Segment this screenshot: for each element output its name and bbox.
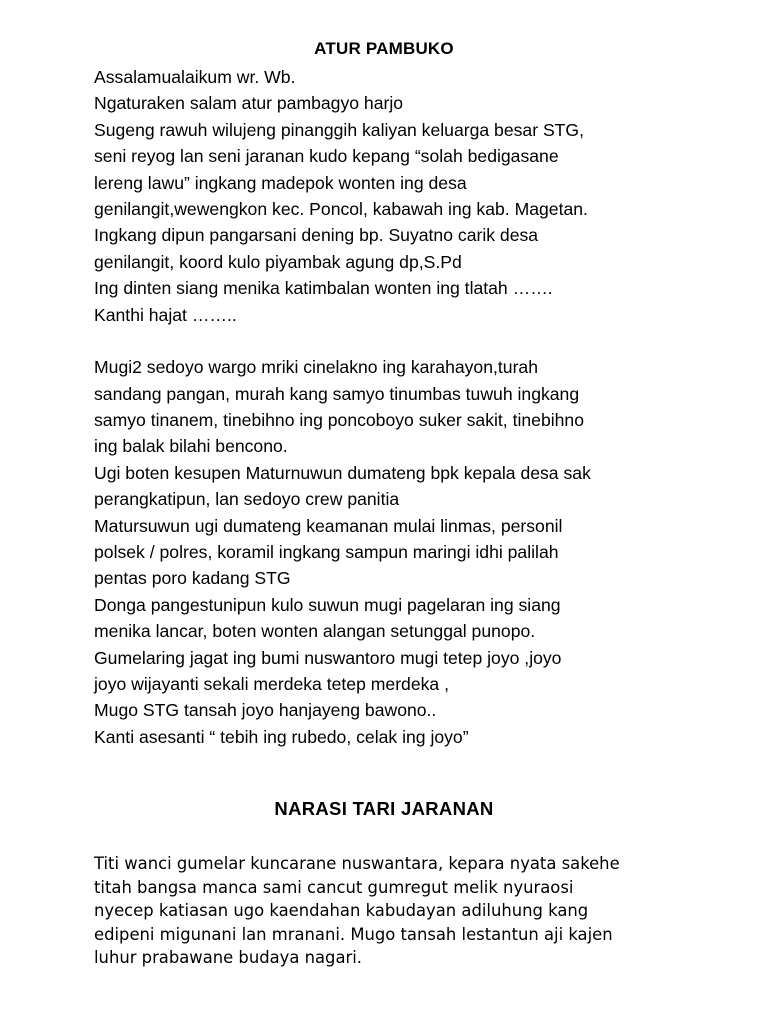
text-line: seni reyog lan seni jaranan kudo kepang “solah bedigasane	[94, 146, 559, 167]
section-title-narasi-tari-jaranan: NARASI TARI JARANAN	[274, 798, 494, 819]
text-line: perangkatipun, lan sedoyo crew panitia	[94, 489, 400, 510]
text-line: Mugo STG tansah joyo hanjayeng bawono..	[94, 700, 437, 721]
text-line: Kanthi hajat ……..	[94, 304, 237, 325]
text-line: samyo tinanem, tinebihno ing poncoboyo suker sakit, tinebihno	[94, 410, 584, 431]
text-line: titah bangsa manca sami cancut gumregut melik nyuraosi	[94, 877, 574, 897]
section-title-atur-pambuko: ATUR PAMBUKO	[314, 39, 454, 58]
text-line: menika lancar, boten wonten alangan setunggal punopo.	[94, 621, 536, 642]
text-line: Ugi boten kesupen Maturnuwun dumateng bpk kepala desa sak	[94, 462, 591, 483]
text-line: joyo wijayanti sekali merdeka tetep merdeka ,	[94, 673, 449, 694]
text-line: Ingkang dipun pangarsani dening bp. Suyatno carik desa	[94, 225, 539, 246]
text-line: genilangit, koord kulo piyambak agung dp,S.Pd	[94, 251, 462, 272]
paragraph-gap	[94, 328, 754, 354]
atur-pambuko-body	[94, 64, 754, 750]
text-line: Assalamualaikum wr. Wb.	[94, 67, 296, 87]
text-line: lereng lawu” ingkang madepok wonten ing desa	[94, 172, 467, 193]
text-line: polsek / polres, koramil ingkang sampun maringi idhi palilah	[94, 542, 559, 563]
text-line: edipeni migunani lan mranani. Mugo tansah lestantun aji kajen	[94, 924, 613, 944]
text-line: Donga pangestunipun kulo suwun mugi pagelaran ing siang	[94, 594, 561, 615]
text-line: Mugi2 sedoyo wargo mriki cinelakno ing karahayon,turah	[94, 357, 538, 378]
text-line: genilangit,wewengkon kec. Poncol, kabawah ing kab. Magetan.	[94, 198, 588, 219]
text-line: Gumelaring jagat ing bumi nuswantoro mugi tetep joyo ,joyo	[94, 647, 562, 668]
text-line: ing balak bilahi bencono.	[94, 436, 288, 457]
text-line: Kanti asesanti “ tebih ing rubedo, celak ing joyo”	[94, 726, 469, 747]
text-line: Matursuwun ugi dumateng keamanan mulai linmas, personil	[94, 515, 563, 536]
text-line: sandang pangan, murah kang samyo tinumbas tuwuh ingkang	[94, 383, 580, 404]
text-line: Ngaturaken salam atur pambagyo harjo	[94, 93, 404, 114]
text-line: pentas poro kadang STG	[94, 568, 291, 589]
narasi-tari-jaranan-body	[94, 852, 764, 970]
text-line: Titi wanci gumelar kuncarane nuswantara, kepara nyata sakehe	[94, 854, 620, 873]
text-line: Ing dinten siang menika katimbalan wonten ing tlatah …….	[94, 278, 553, 299]
text-line: luhur prabawane budaya nagari.	[94, 948, 363, 967]
text-line: nyecep katiasan ugo kaendahan kabudayan adiluhung kang	[94, 901, 589, 920]
text-line: Sugeng rawuh wilujeng pinanggih kaliyan keluarga besar STG,	[94, 119, 584, 140]
